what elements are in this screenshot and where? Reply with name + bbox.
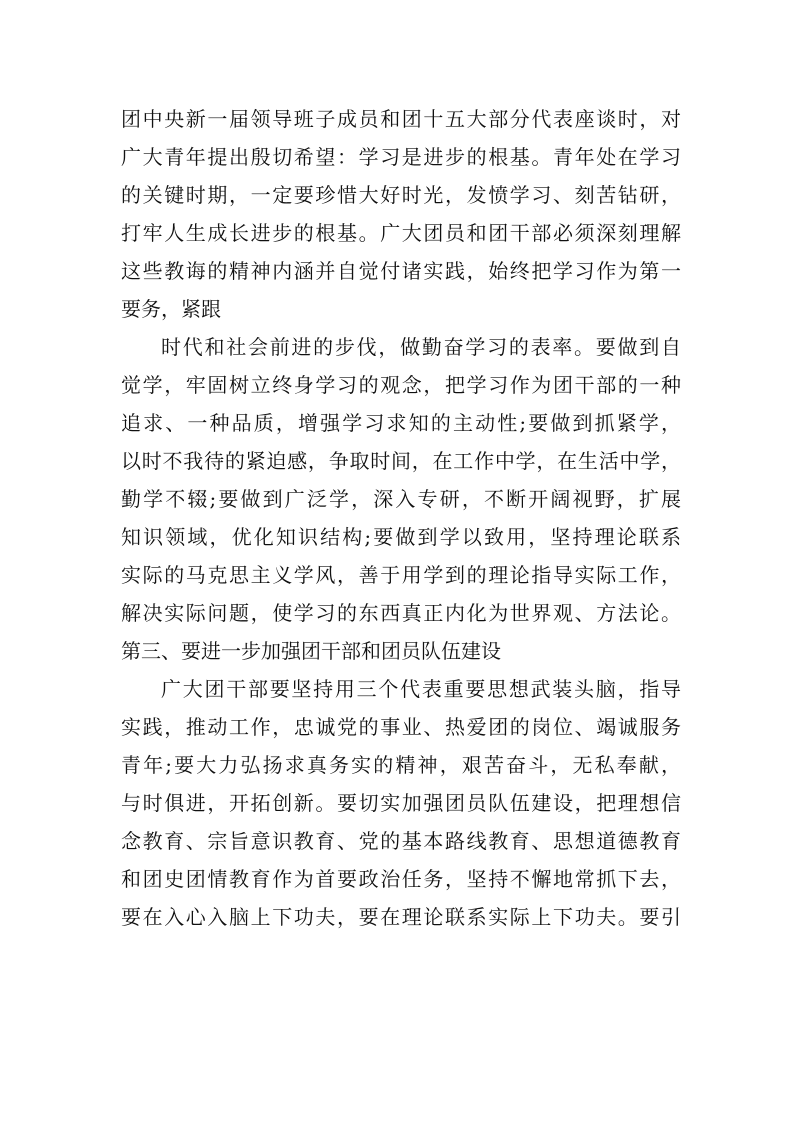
text-line: 团中央新一届领导班子成员和团十五大部分代表座谈时，对 xyxy=(121,107,681,131)
text-line: 念教育、宗旨意识教育、党的基本路线教育、思想道德教育 xyxy=(121,829,681,853)
text-line: 勤学不辍;要做到广泛学，深入专研，不断开阔视野，扩展 xyxy=(121,487,681,511)
text-line: 和团史团情教育作为首要政治任务，坚持不懈地常抓下去， xyxy=(121,867,681,891)
text-line: 实践，推动工作，忠诚党的事业、热爱团的岗位、竭诚服务 xyxy=(121,715,681,739)
text-line: 实际的马克思主义学风，善于用学到的理论指导实际工作， xyxy=(121,563,681,587)
text-line: 这些教诲的精神内涵并自觉付诸实践，始终把学习作为第一 xyxy=(121,259,681,283)
text-line: 以时不我待的紧迫感，争取时间，在工作中学，在生活中学， xyxy=(121,449,681,473)
text-line: 解决实际问题，使学习的东西真正内化为世界观、方法论。 xyxy=(121,601,681,625)
paragraph-first-line: 广大团干部要坚持用三个代表重要思想武装头脑，指导 xyxy=(161,677,681,701)
text-line: 的关键时期，一定要珍惜大好时光，发愤学习、刻苦钻研， xyxy=(121,183,681,207)
text-line: 要务，紧跟 xyxy=(121,297,221,321)
text-line: 追求、一种品质，增强学习求知的主动性;要做到抓紧学， xyxy=(121,411,681,435)
body-text xyxy=(121,100,681,936)
paragraph-first-line: 时代和社会前进的步伐，做勤奋学习的表率。要做到自 xyxy=(161,335,681,359)
text-line: 要在入心入脑上下功夫，要在理论联系实际上下功夫。要引 xyxy=(121,905,681,929)
text-line: 打牢人生成长进步的根基。广大团员和团干部必须深刻理解 xyxy=(121,221,681,245)
text-line: 知识领域，优化知识结构;要做到学以致用，坚持理论联系 xyxy=(121,525,681,549)
text-line: 与时俱进，开拓创新。要切实加强团员队伍建设，把理想信 xyxy=(121,791,681,815)
section-heading: 第三、要进一步加强团干部和团员队伍建设 xyxy=(121,639,501,663)
text-line: 广大青年提出殷切希望：学习是进步的根基。青年处在学习 xyxy=(121,145,681,169)
text-line: 青年;要大力弘扬求真务实的精神，艰苦奋斗，无私奉献， xyxy=(121,753,681,777)
text-line: 觉学，牢固树立终身学习的观念，把学习作为团干部的一种 xyxy=(121,373,681,397)
